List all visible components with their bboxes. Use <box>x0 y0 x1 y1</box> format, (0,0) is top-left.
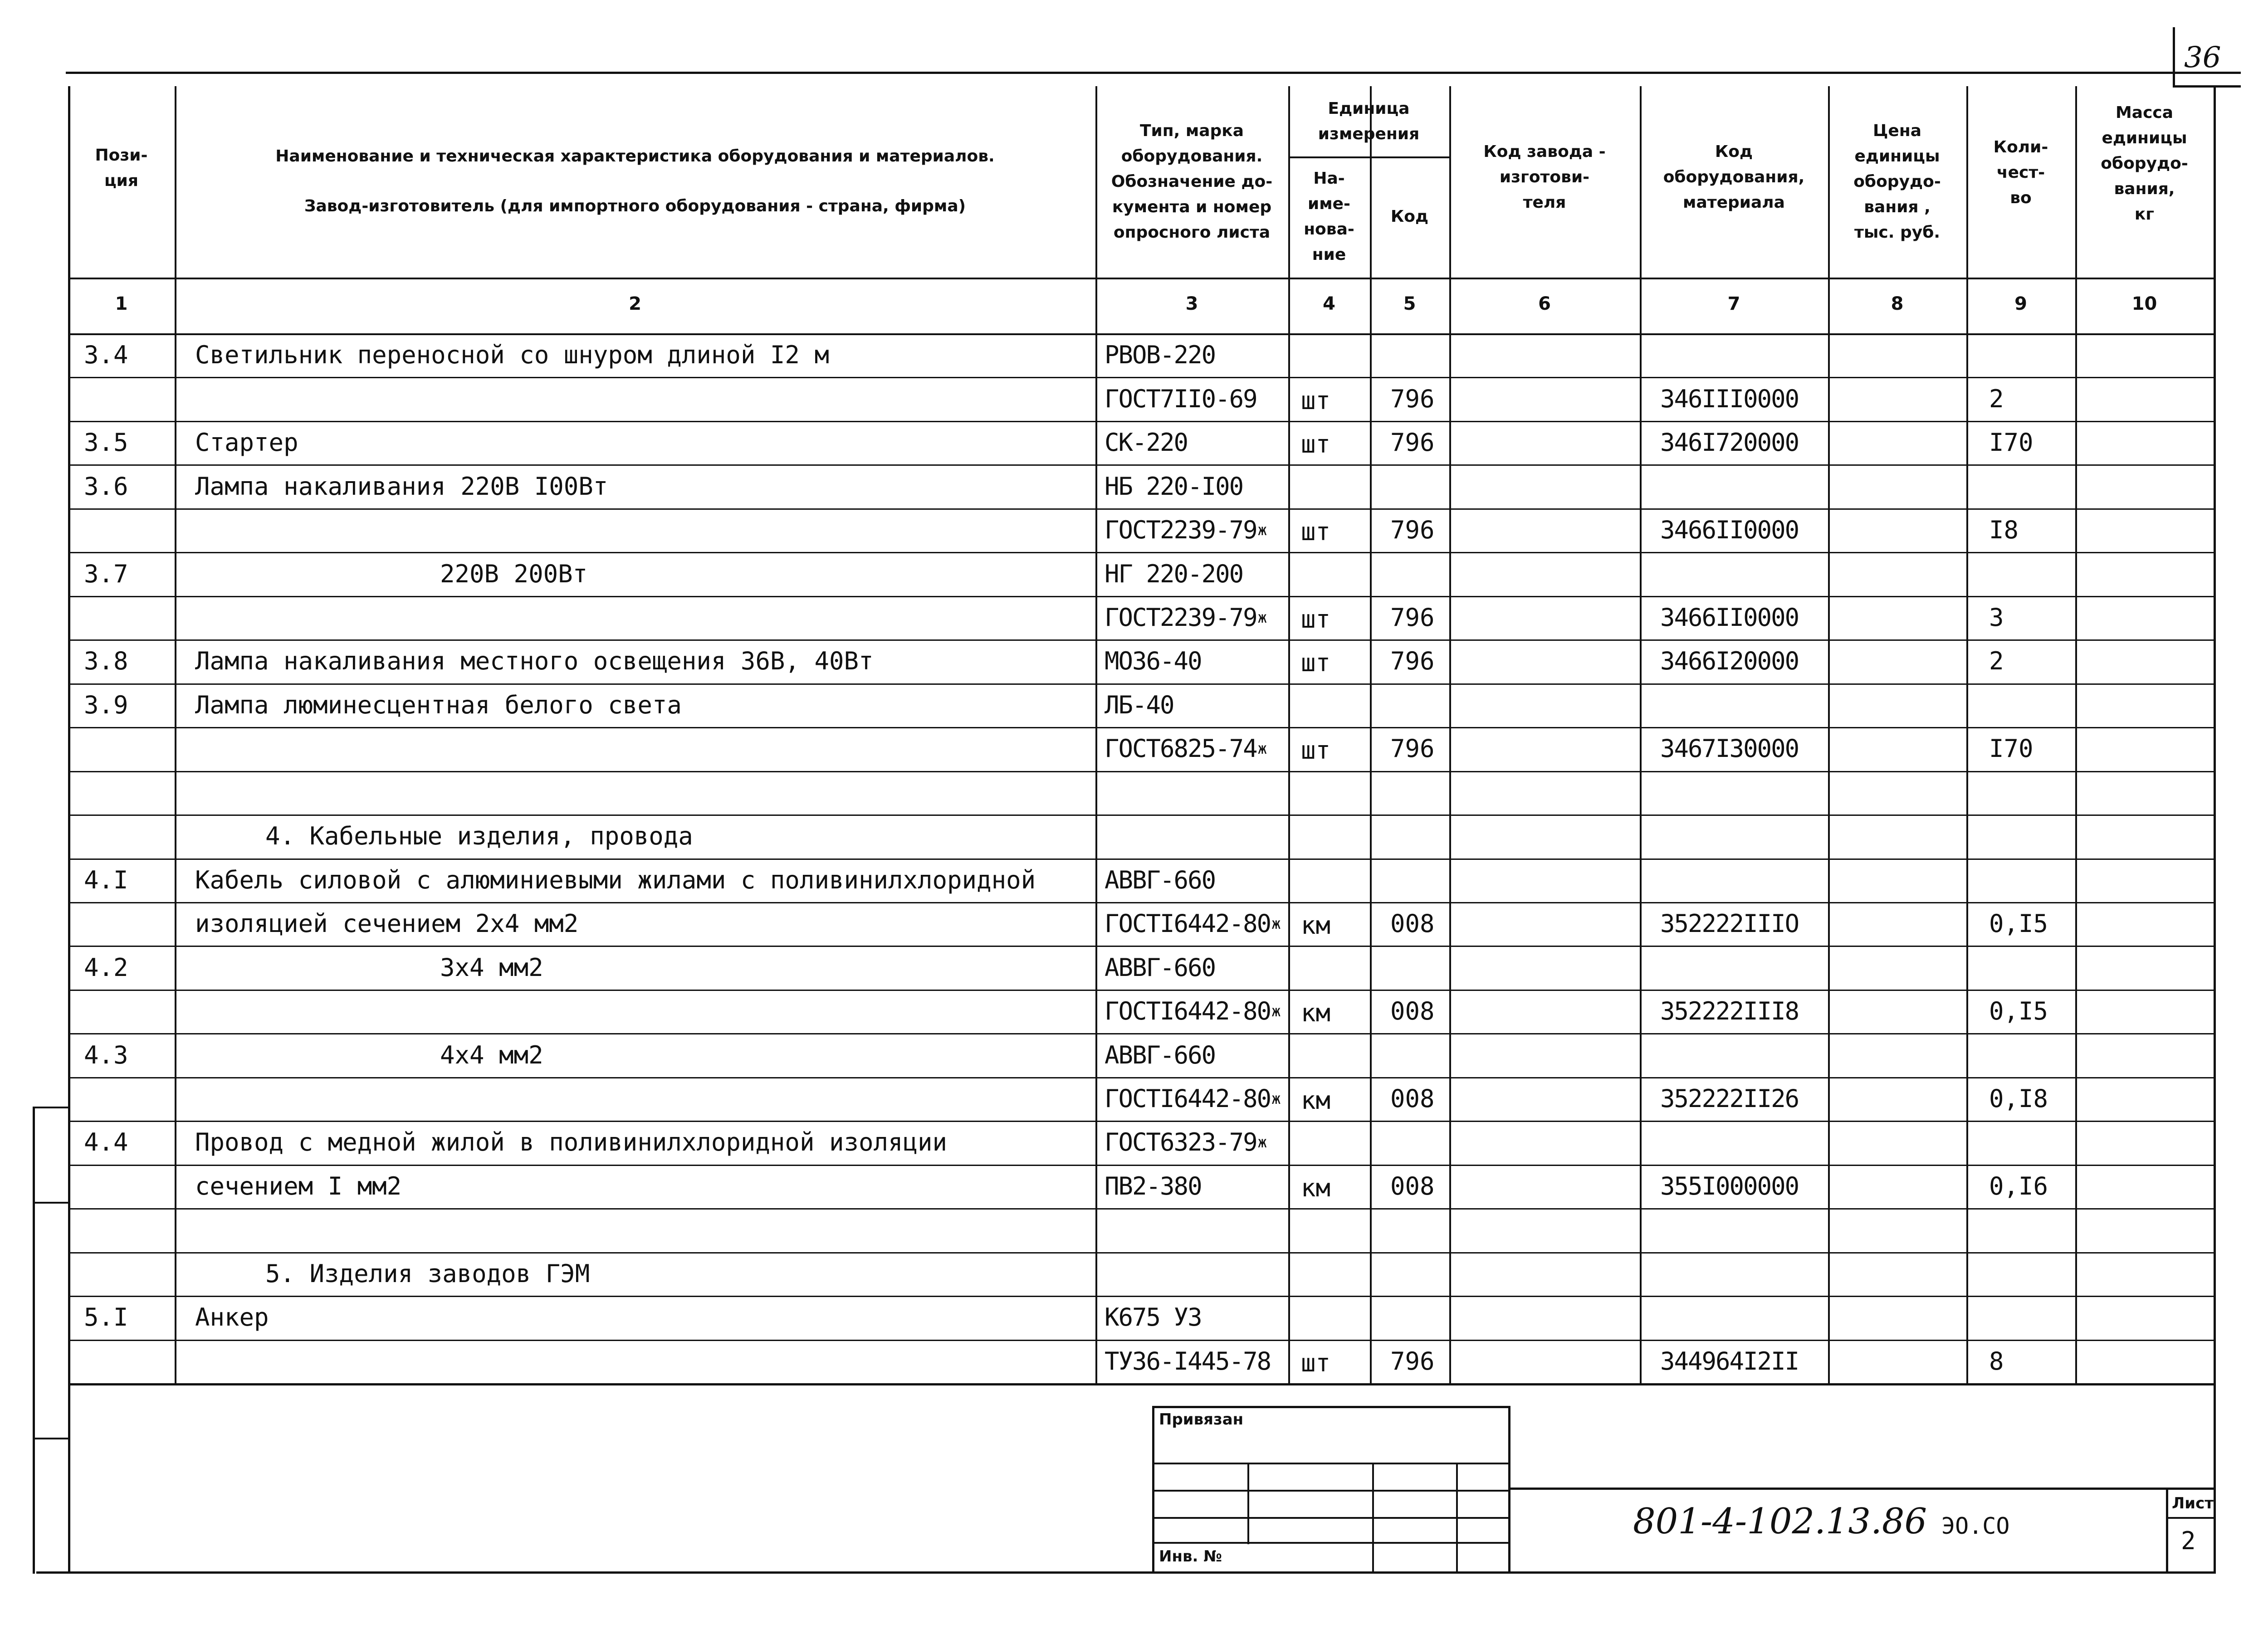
column-divider <box>1449 86 1451 1383</box>
header-text: единицы <box>1854 147 1940 166</box>
header-unit-name <box>1288 166 1370 268</box>
header-unit-group <box>1288 96 1449 147</box>
header-text: вания, <box>2114 180 2175 198</box>
position-cell: 3.7 <box>84 559 128 588</box>
unit-cell: шт <box>1301 736 1331 765</box>
position-cell: 3.6 <box>84 472 128 501</box>
unit-cell: шт <box>1301 386 1331 415</box>
header-text: опросного листа <box>1113 223 1271 242</box>
column-number: 10 <box>2131 293 2157 314</box>
unit-code-cell: 008 <box>1390 1171 1435 1200</box>
column-divider <box>1370 86 1372 1383</box>
column-number: 5 <box>1403 293 1416 314</box>
header-text: Масса <box>2115 103 2174 122</box>
column-number: 9 <box>2014 293 2027 314</box>
column-divider <box>1966 86 1968 1383</box>
unit-cell: шт <box>1301 517 1331 546</box>
name-cell: Лампа накаливания 220В I00Вт <box>195 472 608 501</box>
unit-cell: шт <box>1301 605 1331 634</box>
header-position <box>68 143 175 194</box>
row-divider <box>68 815 2214 816</box>
header-text: оборудования, <box>1663 168 1805 186</box>
sheet-label: Лист <box>2172 1494 2214 1512</box>
sheet-box-mid <box>2166 1517 2216 1519</box>
name-cell: 4. Кабельные изделия, провода <box>265 822 693 851</box>
quantity-cell: 2 <box>1989 384 2004 413</box>
header-text: Цена <box>1873 122 1921 140</box>
type-cell: $ГОСТI6442-80^ж$ <box>1105 997 1280 1026</box>
name-cell: Кабель силовой с алюминиевыми жилами с поливинилхлоридной <box>195 865 1036 894</box>
header-text: во <box>2010 189 2032 207</box>
header-text: единицы <box>2102 129 2187 147</box>
footnote-mark: ж <box>1271 915 1280 933</box>
header-text: Код <box>1390 207 1429 226</box>
row-divider <box>68 1208 2214 1210</box>
row-divider <box>68 771 2214 772</box>
header-text: теля <box>1523 193 1566 212</box>
row-divider <box>68 508 2214 510</box>
top-rule <box>66 72 2241 74</box>
footnote-mark: ж <box>1257 1133 1266 1152</box>
unit-code-cell: 796 <box>1390 1346 1435 1375</box>
header-type <box>1095 118 1288 245</box>
type-cell: НГ 220-200 <box>1105 559 1243 588</box>
row-divider <box>68 1077 2214 1078</box>
header-text: Обозначение до- <box>1111 172 1273 191</box>
quantity-cell: I70 <box>1989 428 2033 457</box>
header-text: Единица <box>1328 99 1410 118</box>
equipment-code-cell: 352222II26 <box>1660 1084 1799 1113</box>
unit-code-cell: 008 <box>1390 909 1435 938</box>
footnote-mark: ж <box>1271 1002 1280 1021</box>
column-number: 2 <box>629 293 641 314</box>
name-cell: 5. Изделия заводов ГЭМ <box>265 1259 590 1288</box>
unit-group-divider <box>1288 156 1449 158</box>
header-name <box>175 132 1095 231</box>
frame-bottom <box>36 1571 2216 1574</box>
header-text: оборудо- <box>2101 154 2188 173</box>
column-number: 7 <box>1727 293 1740 314</box>
type-cell: ЛБ-40 <box>1105 690 1174 719</box>
header-price <box>1828 118 1966 245</box>
inv-label: Инв. № <box>1159 1547 1222 1566</box>
header-text: Пози- <box>95 146 148 165</box>
header-unit-code <box>1370 204 1449 229</box>
stamp-box-top <box>1152 1406 1510 1408</box>
type-cell: НБ 220-I00 <box>1105 472 1243 501</box>
position-cell: 3.5 <box>84 428 128 457</box>
unit-cell: шт <box>1301 649 1331 678</box>
header-quantity <box>1966 135 2075 211</box>
row-divider <box>68 1296 2214 1297</box>
row-divider <box>68 902 2214 903</box>
header-text: материала <box>1683 193 1785 212</box>
header-text: тыс. руб. <box>1854 223 1941 242</box>
row-divider <box>68 727 2214 728</box>
header-text: Наименование и техническая характеристика оборудования и материалов. <box>275 147 995 166</box>
row-divider <box>68 421 2214 422</box>
header-text: оборудо- <box>1853 172 1941 191</box>
unit-code-cell: 796 <box>1390 428 1435 457</box>
name-cell: 220В 200Вт <box>440 559 588 588</box>
footnote-mark: ж <box>1257 608 1266 627</box>
quantity-cell: 3 <box>1989 603 2004 632</box>
header-plant-code <box>1449 139 1640 215</box>
type-cell: ТУ36-I445-78 <box>1105 1346 1271 1375</box>
position-cell: 4.I <box>84 865 128 894</box>
equipment-code-cell: 344964I2II <box>1660 1346 1799 1375</box>
type-cell: СК-220 <box>1105 428 1188 457</box>
name-cell: изоляцией сечением 2х4 мм2 <box>195 909 579 938</box>
type-cell: МО36-40 <box>1105 647 1202 676</box>
table-bottom <box>68 1383 2216 1385</box>
sheet-number: 2 <box>2181 1527 2196 1555</box>
type-cell: $ГОСТ6825-74^ж$ <box>1105 734 1266 763</box>
row-divider <box>68 858 2214 860</box>
type-cell: АВВГ-660 <box>1105 1040 1216 1069</box>
header-text: Тип, марка <box>1139 122 1244 140</box>
column-divider <box>1640 86 1642 1383</box>
row-divider <box>68 1340 2214 1341</box>
page-corner-number: 36 <box>2184 41 2221 74</box>
name-cell: Стартер <box>195 428 298 457</box>
stamp-col-2 <box>1372 1463 1374 1574</box>
quantity-cell: 0,I6 <box>1989 1171 2048 1200</box>
column-number: 1 <box>115 293 128 314</box>
row-divider <box>68 1165 2214 1166</box>
header-text: изготови- <box>1499 168 1590 186</box>
margin-strip <box>33 1107 35 1574</box>
equipment-code-cell: 3466I20000 <box>1660 647 1799 676</box>
document-code: 801-4-102.13.86 <box>1633 1501 1927 1542</box>
type-cell: $ГОСТI6442-80^ж$ <box>1105 909 1280 938</box>
stamp-col-1 <box>1247 1463 1249 1544</box>
unit-cell: км <box>1301 999 1331 1028</box>
type-cell: $ГОСТ6323-79^ж$ <box>1105 1128 1266 1157</box>
unit-cell: км <box>1301 911 1331 940</box>
row-divider <box>68 639 2214 641</box>
column-divider <box>175 86 176 1383</box>
type-cell: ГОСТ7II0-69 <box>1105 384 1257 413</box>
column-number: 8 <box>1891 293 1904 314</box>
header-text: Код завода - <box>1483 142 1606 161</box>
header-text: кг <box>2134 205 2155 224</box>
row-divider <box>68 1033 2214 1034</box>
name-cell: Светильник переносной со шнуром длиной I2 м <box>195 341 829 370</box>
name-cell: Анкер <box>195 1303 269 1332</box>
row-divider <box>68 990 2214 991</box>
margin-tick-3 <box>33 1438 69 1439</box>
equipment-code-cell: 3466II0000 <box>1660 516 1799 545</box>
header-text: На- <box>1313 169 1345 188</box>
header-mass <box>2075 100 2214 227</box>
name-cell: сечением I мм2 <box>195 1171 402 1200</box>
type-cell: $ГОСТ2239-79^ж$ <box>1105 603 1266 632</box>
position-cell: 3.4 <box>84 341 128 370</box>
section-code: ЭО.СО <box>1941 1513 2010 1539</box>
column-number: 3 <box>1185 293 1198 314</box>
header-text: измерения <box>1318 125 1420 143</box>
equipment-code-cell: 346I720000 <box>1660 428 1799 457</box>
corner-box-bottom <box>2173 85 2241 88</box>
header-text: Код <box>1715 142 1753 161</box>
type-cell: $ГОСТI6442-80^ж$ <box>1105 1084 1280 1113</box>
equipment-code-cell: 352222III8 <box>1660 997 1799 1026</box>
type-cell: К675 УЗ <box>1105 1303 1202 1332</box>
row-divider <box>68 1121 2214 1122</box>
margin-tick-1 <box>33 1107 69 1108</box>
type-cell: РВОВ-220 <box>1105 341 1216 370</box>
type-cell: ПВ2-380 <box>1105 1171 1202 1200</box>
unit-cell: шт <box>1301 1348 1331 1377</box>
type-cell: АВВГ-660 <box>1105 953 1216 982</box>
code-box-top <box>1510 1488 2216 1490</box>
unit-code-cell: 796 <box>1390 384 1435 413</box>
unit-code-cell: 796 <box>1390 647 1435 676</box>
type-cell: $ГОСТ2239-79^ж$ <box>1105 516 1266 545</box>
quantity-cell: 0,I5 <box>1989 909 2048 938</box>
position-cell: 4.4 <box>84 1128 128 1157</box>
unit-code-cell: 008 <box>1390 1084 1435 1113</box>
corner-box-left <box>2173 27 2175 86</box>
unit-cell: шт <box>1301 430 1331 459</box>
header-text: име- <box>1307 195 1350 213</box>
header-text: чест- <box>1996 163 2045 182</box>
name-cell: 4х4 мм2 <box>440 1040 543 1069</box>
equipment-code-cell: 346III0000 <box>1660 384 1799 413</box>
quantity-cell: 2 <box>1989 647 2004 676</box>
frame-left <box>68 86 70 1574</box>
row-divider <box>68 683 2214 685</box>
unit-code-cell: 796 <box>1390 734 1435 763</box>
column-divider <box>2075 86 2077 1383</box>
header-text: Завод-изготовитель (для импортного оборудования - страна, фирма) <box>304 197 966 215</box>
header-text: вания , <box>1864 198 1931 216</box>
unit-code-cell: 796 <box>1390 603 1435 632</box>
position-cell: 3.9 <box>84 690 128 719</box>
quantity-cell: I8 <box>1989 516 2019 545</box>
quantity-cell: 8 <box>1989 1346 2004 1375</box>
type-cell: АВВГ-660 <box>1105 865 1216 894</box>
header-text: ция <box>104 171 139 190</box>
row-divider <box>68 1252 2214 1254</box>
footnote-mark: ж <box>1271 1090 1280 1108</box>
equipment-code-cell: 352222IIIO <box>1660 909 1799 938</box>
unit-code-cell: 008 <box>1390 997 1435 1026</box>
header-text: ние <box>1312 245 1346 264</box>
stamp-col-3 <box>1456 1463 1458 1574</box>
footnote-mark: ж <box>1257 521 1266 540</box>
unit-code-cell: 796 <box>1390 516 1435 545</box>
quantity-cell: I70 <box>1989 734 2033 763</box>
name-cell: Провод с медной жилой в поливинилхлоридной изоляции <box>195 1128 948 1157</box>
footnote-mark: ж <box>1257 740 1266 758</box>
margin-tick-2 <box>33 1202 69 1204</box>
row-divider <box>68 946 2214 947</box>
privyazan-label: Привязан <box>1159 1410 1244 1429</box>
header-text: оборудования. <box>1121 147 1263 166</box>
equipment-code-cell: 3467I30000 <box>1660 734 1799 763</box>
name-cell: Лампа накаливания местного освещения 36В, 40Вт <box>195 647 874 676</box>
column-divider <box>1828 86 1830 1383</box>
row-divider <box>68 464 2214 466</box>
header-equipment-code <box>1640 139 1828 215</box>
header-text: Коли- <box>1993 138 2048 156</box>
numbers-bottom <box>68 333 2214 335</box>
equipment-code-cell: 3466II0000 <box>1660 603 1799 632</box>
column-number: 4 <box>1323 293 1335 314</box>
equipment-code-cell: 355I000000 <box>1660 1171 1799 1200</box>
frame-right <box>2214 86 2216 1574</box>
row-divider <box>68 596 2214 597</box>
position-cell: 4.3 <box>84 1040 128 1069</box>
position-cell: 4.2 <box>84 953 128 982</box>
quantity-cell: 0,I5 <box>1989 997 2048 1026</box>
position-cell: 3.8 <box>84 647 128 676</box>
column-divider <box>1288 86 1290 1383</box>
name-cell: Лампа люминесцентная белого света <box>195 690 682 719</box>
position-cell: 5.I <box>84 1303 128 1332</box>
header-text: кумента и номер <box>1112 198 1272 216</box>
quantity-cell: 0,I8 <box>1989 1084 2048 1113</box>
column-divider <box>1095 86 1097 1383</box>
column-number: 6 <box>1538 293 1551 314</box>
row-divider <box>68 377 2214 378</box>
row-divider <box>68 552 2214 553</box>
unit-cell: км <box>1301 1173 1331 1202</box>
unit-cell: км <box>1301 1086 1331 1115</box>
sheet-box-left <box>2166 1488 2168 1574</box>
header-bottom <box>68 278 2214 279</box>
name-cell: 3х4 мм2 <box>440 953 543 982</box>
header-text: нова- <box>1304 220 1354 239</box>
